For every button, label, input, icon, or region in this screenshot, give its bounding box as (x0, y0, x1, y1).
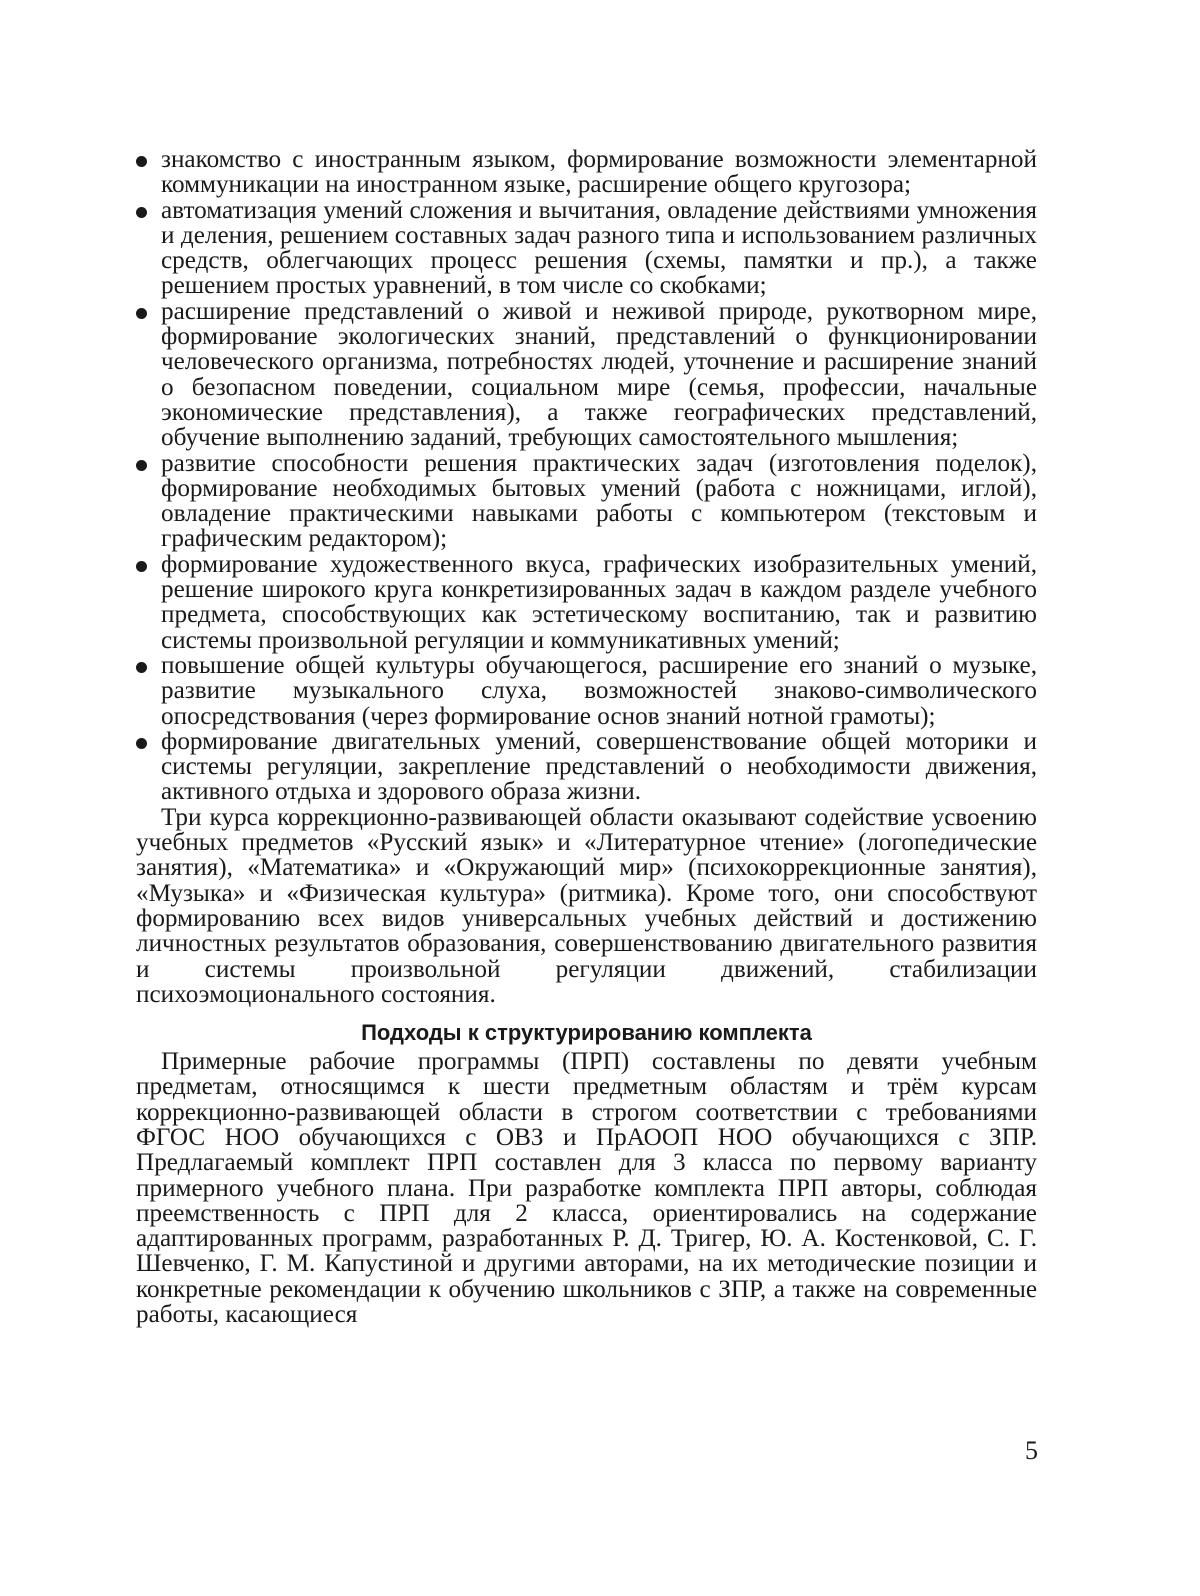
bullet-item-music (136, 653, 1037, 729)
bullet-list (136, 147, 1037, 805)
bullet-text: развитие способности решения практических задач (изготовления поделок), формирование необходимых бытовых умений (работа с ножницами, иглой), овладение практическими навыками работы с компьютером (текстовым и графическим редактором); (161, 449, 1037, 553)
paragraph-approaches: Примерные рабочие программы (ПРП) составлены по девяти учебным предметам, относящимся к шести предметным областям и трём курсам коррекционно-развивающей области в строгом соответствии с требованиями ФГОС НОО обучающихся с ОВЗ и ПрАООП НОО обучающихся с ЗПР. Предлагаемый комплект ПРП составлен для 3 класса по первому варианту примерного учебного плана. При разработке комплекта ПРП авторы, соблюдая преемственность с ПРП для 2 класса, ориентировались на содержание адаптированных программ, разработанных Р. Д. Тригер, Ю. А. Костенковой, С. Г. Шевченко, Г. М. Капустиной и другими авторами, на их методические позиции и конкретные рекомендации к обучению школьников с ЗПР, а также на современные работы, касающиеся (136, 1048, 1037, 1329)
bullet-icon (136, 207, 147, 218)
bullet-text: автоматизация умений сложения и вычитания, овладение действиями умножения и деления, решением составных задач разного типа и использованием различных средств, облегчающих процесс решения (схемы, памятки и пр.), а также решением простых уравнений, в том числе со скобками; (161, 196, 1037, 300)
page-body (136, 147, 1037, 1327)
bullet-item-foreign-language (136, 147, 1037, 198)
page-number: 5 (1025, 1436, 1038, 1465)
bullet-item-math (136, 198, 1037, 299)
bullet-icon (136, 561, 147, 572)
bullet-icon (136, 662, 147, 673)
bullet-icon (136, 460, 147, 471)
bullet-item-nature (136, 299, 1037, 451)
bullet-icon (136, 156, 147, 167)
bullet-text: повышение общей культуры обучающегося, расширение его знаний о музыке, развитие музыкального слуха, возможностей знаково-символического опосредствования (через формирование основ знаний нотной грамоты); (161, 651, 1037, 730)
paragraph-courses: Три курса коррекционно-развивающей области оказывают содействие усвоению учебных предметов «Русский язык» и «Литературное чтение» (логопедические занятия), «Математика» и «Окружающий мир» (психокоррекционные занятия), «Музыка» и «Физическая культура» (ритмика). Кроме того, они способствуют формированию всех видов универсальных учебных действий и достижению личностных результатов образования, совершенствованию двигательного развития и системы произвольной регуляции движений, стабилизации психоэмоционального состояния. (136, 803, 1037, 1008)
bullet-item-art (136, 552, 1037, 653)
bullet-icon (136, 308, 147, 319)
bullet-text: знакомство с иностранным языком, формирование возможности элементарной коммуникации на иностранном языке, расширение общего кругозора; (161, 146, 1037, 199)
bullet-text: формирование художественного вкуса, графических изобразительных умений, решение широкого круга конкретизированных задач в каждом разделе учебного предмета, способствующих как эстетическому воспитанию, так и развитию системы произвольной регуляции и коммуникативных умений; (161, 550, 1037, 654)
bullet-icon (136, 738, 147, 749)
bullet-text: формирование двигательных умений, совершенствование общей моторики и системы регуляции, закрепление представлений о необходимости движения, активного отдыха и здорового образа жизни. (161, 727, 1037, 806)
bullet-item-motor-skills (136, 729, 1037, 805)
bullet-item-practical-tasks (136, 451, 1037, 552)
bullet-text: расширение представлений о живой и неживой природе, рукотворном мире, формирование экологических знаний, представлений о функционировании человеческого организма, потребностях людей, уточнение и расширение знаний о безопасном поведении, социальном мире (семья, профессии, начальные экономические представления), а также географических представлений, обучение выполнению заданий, требующих самостоятельного мышления; (161, 297, 1037, 452)
section-heading: Подходы к структурированию комплекта (361, 1020, 812, 1046)
